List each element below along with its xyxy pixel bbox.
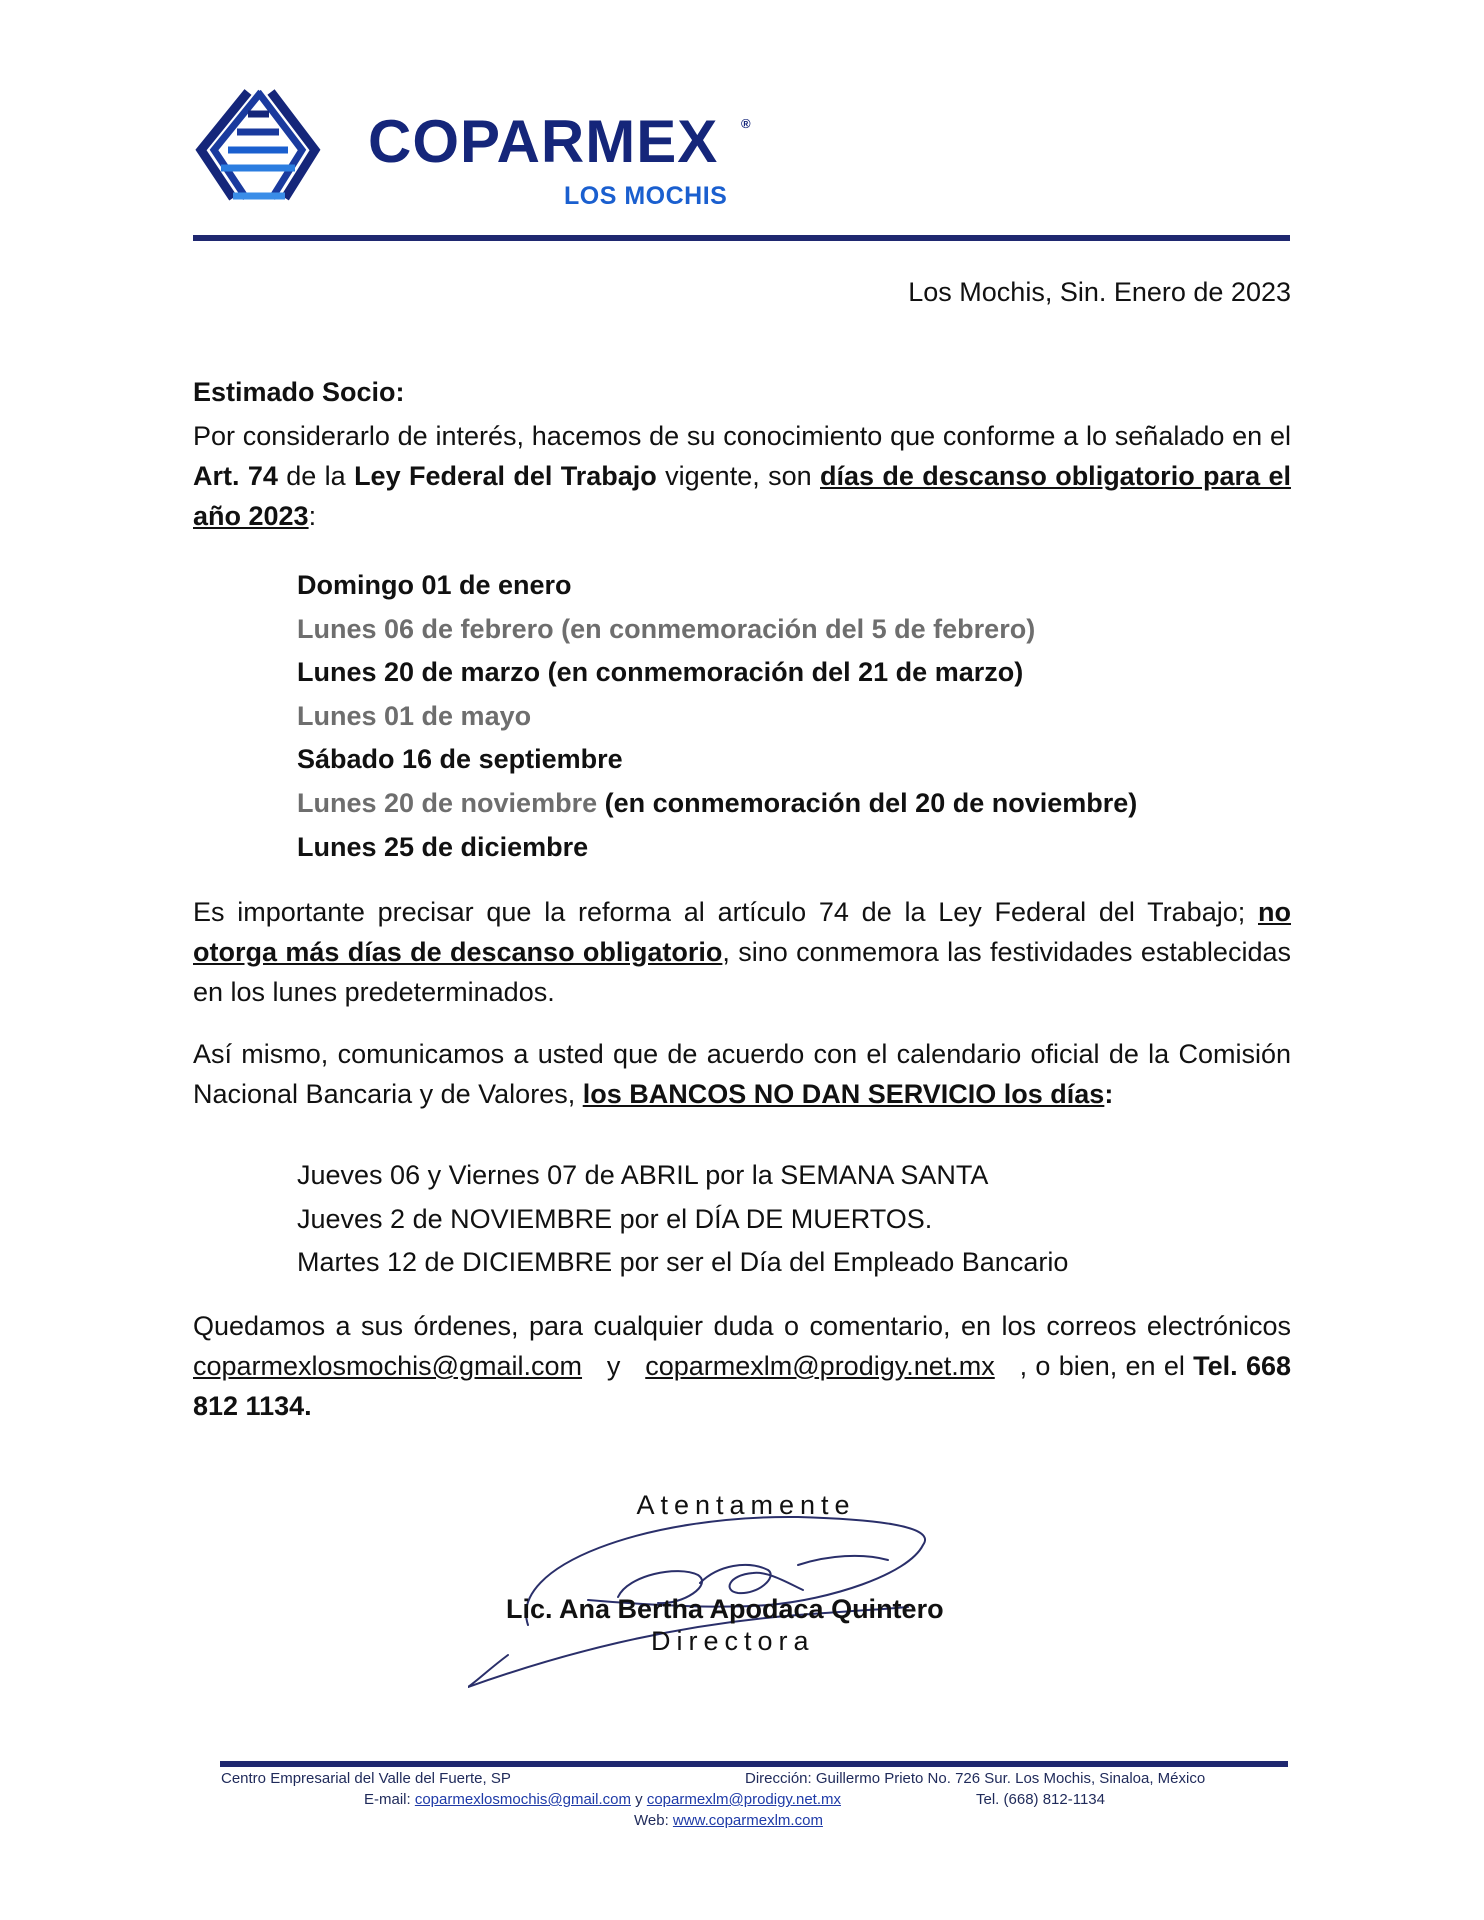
footer-web — [634, 1811, 823, 1831]
footer-address: Dirección: Guillermo Prieto No. 726 Sur. Los Mochis, Sinaloa, México — [745, 1770, 1206, 1787]
intro-article: Art. 74 — [193, 461, 278, 491]
holiday-item: Lunes 25 de diciembre — [297, 831, 589, 862]
holiday-item: Sábado 16 de septiembre — [297, 744, 623, 775]
intro-paragraph — [193, 416, 1291, 536]
footer-web-link[interactable]: www.coparmexlm.com — [672, 1812, 823, 1829]
holiday-list — [297, 564, 1137, 869]
bank-day-item: Martes 12 de DICIEMBRE por ser el Día del Empleado Bancario — [297, 1247, 1069, 1278]
intro-text-4: : — [308, 501, 317, 531]
holiday-date: Lunes 20 de noviembre — [297, 787, 598, 818]
intro-text-1: Por considerarlo de interés, hacemos de su conocimiento que conforme a lo señalado en el — [193, 421, 1291, 451]
brand-subtitle: LOS MOCHIS — [564, 182, 728, 210]
email-link-prodigy[interactable]: coparmexlm@prodigy.net.mx — [645, 1351, 995, 1381]
closing-text-1: Quedamos a sus órdenes, para cualquier duda o comentario, en los correos electrónicos — [193, 1311, 1291, 1341]
holiday-item — [297, 782, 1137, 826]
reform-text-1: Es importante precisar que la reforma al artículo 74 de la Ley Federal del Trabajo; — [193, 897, 1258, 927]
closing-text-2: y — [582, 1351, 646, 1381]
closing-paragraph — [193, 1306, 1291, 1426]
footer-web-label: Web: — [634, 1812, 673, 1829]
reform-bold: no otorga más días de descanso obligatorio — [193, 897, 1291, 967]
banks-text-1: Así mismo, comunicamos a usted que de acuerdo con el calendario oficial de la Comisión Nacional Bancaria y de Valores, — [193, 1039, 1291, 1109]
intro-text-2: de la — [277, 461, 355, 491]
footer-divider — [220, 1761, 1288, 1767]
signer-role: Directora — [651, 1626, 815, 1656]
coparmex-logo-icon — [193, 88, 323, 203]
closing-text-3: , o bien, en el — [994, 1351, 1194, 1381]
holiday-item: Lunes 01 de mayo — [297, 700, 532, 731]
header-divider — [193, 235, 1290, 241]
footer-emails — [364, 1790, 841, 1810]
dateline: Los Mochis, Sin. Enero de 2023 — [908, 277, 1291, 307]
footer-email-sep: y — [630, 1791, 647, 1808]
closing-phone: Tel. 668 812 1134. — [193, 1351, 1291, 1421]
email-link-gmail[interactable]: coparmexlosmochis@gmail.com — [193, 1351, 583, 1381]
holiday-item: Lunes 20 de marzo (en conmemoración del 21 de marzo) — [297, 657, 1024, 688]
intro-text-3: vigente, son — [656, 461, 820, 491]
intro-days: días de descanso obligatorio para el año 2023 — [193, 461, 1291, 531]
brand-name: COPARMEX — [368, 108, 719, 175]
signer-name: Lic. Ana Bertha Apodaca Quintero — [506, 1594, 944, 1624]
footer-email-link-gmail[interactable]: coparmexlosmochis@gmail.com — [414, 1791, 631, 1808]
greeting: Estimado Socio: — [193, 377, 405, 407]
footer-email-link-prodigy[interactable]: coparmexlm@prodigy.net.mx — [646, 1791, 841, 1808]
banks-paragraph — [193, 1034, 1291, 1114]
holiday-item: Lunes 06 de febrero (en conmemoración del 5 de febrero) — [297, 613, 1036, 644]
intro-law: Ley Federal del Trabajo — [354, 461, 657, 491]
bank-days-list — [297, 1154, 1068, 1285]
reform-paragraph — [193, 892, 1291, 1012]
banks-text-2: : — [1104, 1079, 1114, 1109]
bank-day-item: Jueves 06 y Viernes 07 de ABRIL por la SEMANA SANTA — [297, 1160, 989, 1190]
holiday-note: (en conmemoración del 20 de noviembre) — [597, 787, 1138, 818]
footer-email-label: E-mail: — [364, 1791, 415, 1808]
brand-block — [368, 108, 768, 210]
registered-mark: ® — [741, 116, 751, 131]
bank-day-item: Jueves 2 de NOVIEMBRE por el DÍA DE MUERTOS. — [297, 1203, 933, 1234]
holiday-item: Domingo 01 de enero — [297, 570, 572, 600]
reform-text-2: , sino conmemora las festividades establecidas en los lunes predeterminados. — [193, 937, 1291, 1007]
banks-bold: los BANCOS NO DAN SERVICIO los días — [582, 1079, 1105, 1109]
footer-phone: Tel. (668) 812-1134 — [976, 1791, 1105, 1808]
closing-salutation: Atentamente — [636, 1490, 856, 1520]
footer-center-name: Centro Empresarial del Valle del Fuerte, SP — [221, 1770, 511, 1787]
